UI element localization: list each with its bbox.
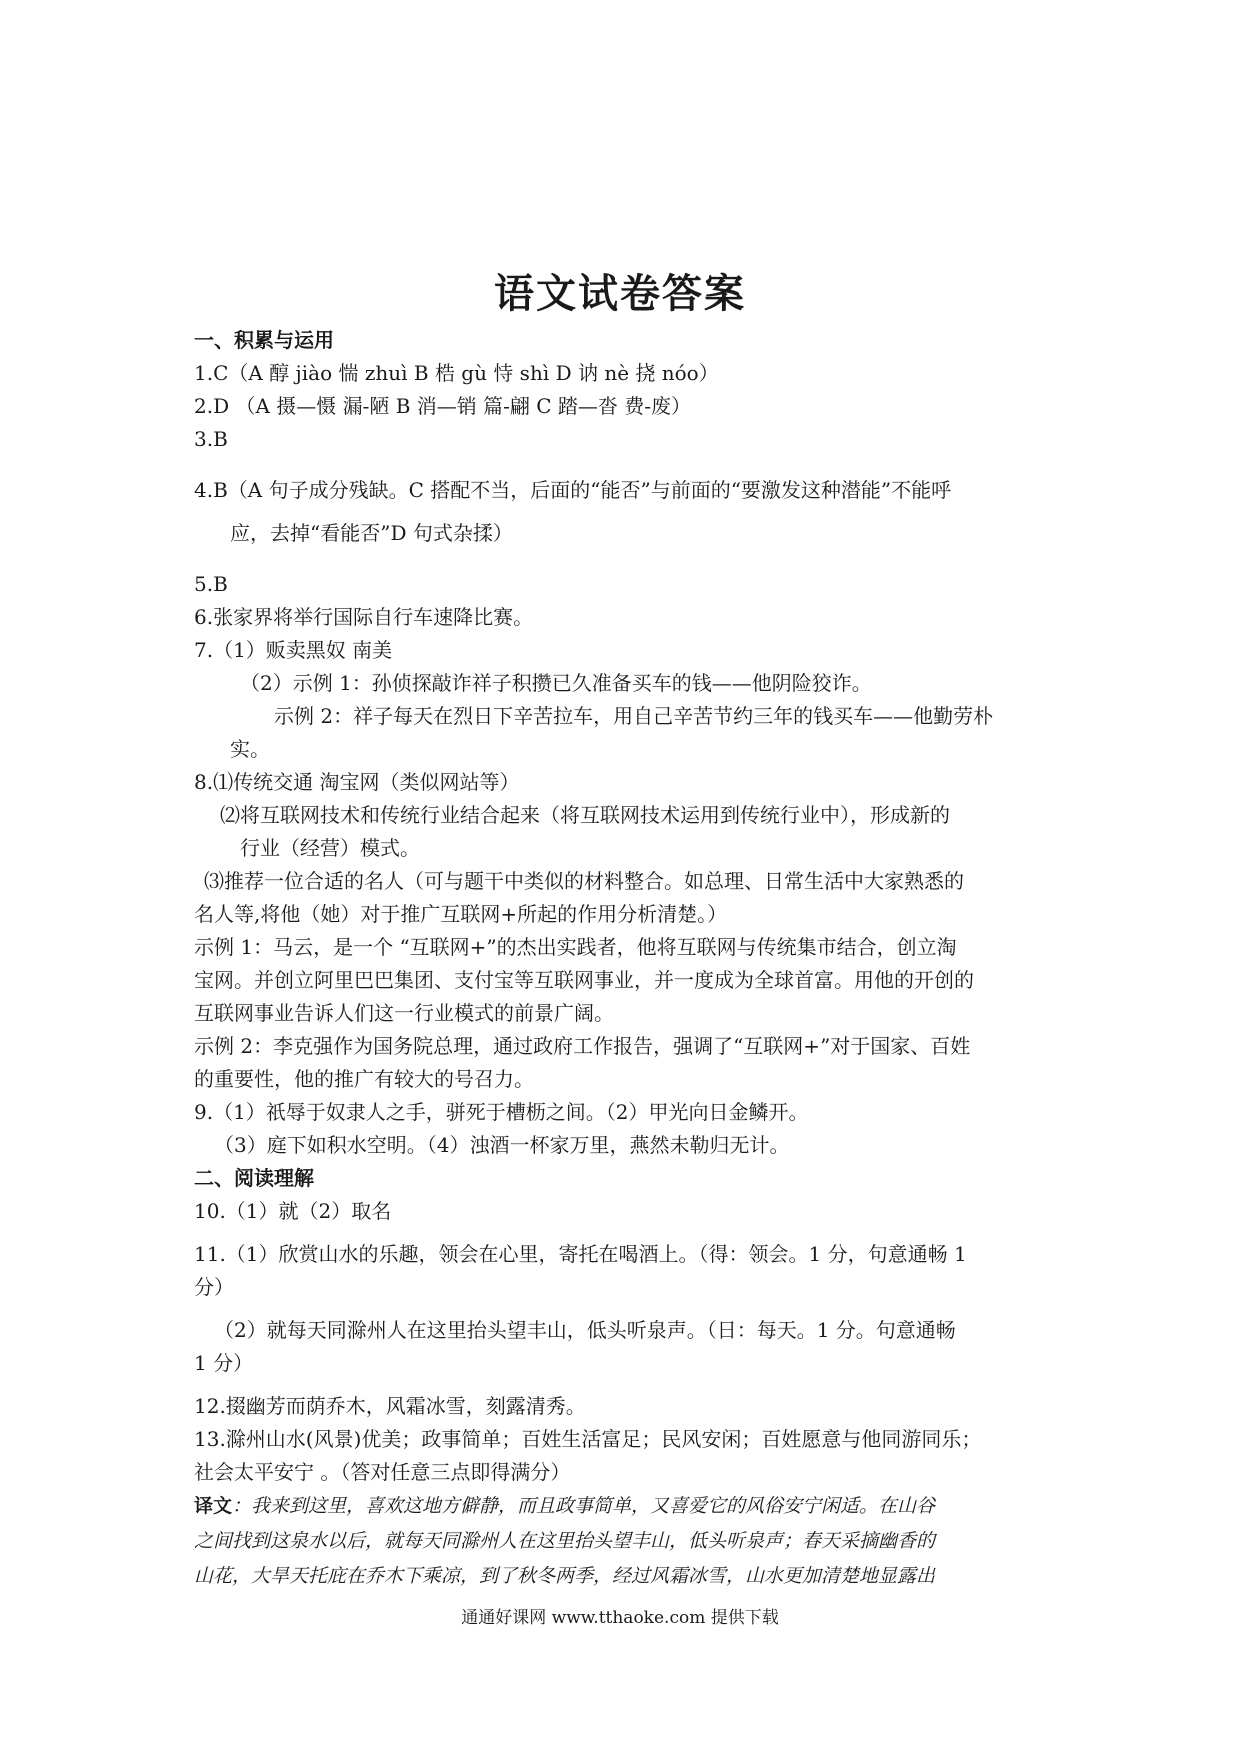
section-heading-reading: 二、阅读理解 (194, 1166, 314, 1190)
answer-q9-line1: 9.（1）祇辱于奴隶人之手，骈死于槽枥之间。（2）甲光向日金鳞开。 (194, 1100, 809, 1124)
page-title: 语文试卷答案 (494, 271, 746, 317)
answer-q11-line3: （2）就每天同滁州人在这里抬头望丰山，低头听泉声。（日：每天。1 分。句意通畅 (214, 1318, 956, 1342)
answer-q9-line2: （3）庭下如积水空明。（4）浊酒一杯家万里，燕然未勒归无计。 (214, 1133, 790, 1157)
answer-q4-line2: 应，去掉“看能否”D 句式杂揉） (230, 521, 513, 545)
answer-q2: 2.D （A 摄—慑 漏-陋 B 消—销 篇-翩 C 踏—沓 费-废） (194, 394, 692, 418)
answer-q6: 6.张家界将举行国际自行车速降比赛。 (194, 605, 534, 629)
answer-q7-line2: （2）示例 1：孙侦探敲诈祥子积攒已久准备买车的钱——他阴险狡诈。 (240, 671, 872, 695)
answer-q8-line8: 互联网事业告诉人们这一行业模式的前景广阔。 (194, 1001, 614, 1025)
answer-q11-line2: 分） (194, 1275, 234, 1299)
answer-q11-line4: 1 分） (194, 1351, 254, 1375)
translation-text-1: ：我来到这里，喜欢这地方僻静，而且政事简单，又喜爱它的风俗安宁闲适。在山谷 (232, 1495, 936, 1517)
translation-line2: 之间找到这泉水以后，就每天同滁州人在这里抬头望丰山，低头听泉声；春天采摘幽香的 (194, 1530, 936, 1552)
translation-line3: 山花，大旱天托庇在乔木下乘凉，到了秋冬两季，经过风霜冰雪，山水更加清楚地显露出 (194, 1565, 936, 1587)
answer-q7-line3: 示例 2：祥子每天在烈日下辛苦拉车，用自己辛苦节约三年的钱买车——他勤劳朴 (274, 704, 994, 728)
answer-q13-line2: 社会太平安宁 。（答对任意三点即得满分） (194, 1460, 571, 1484)
section-heading-accumulation: 一、积累与运用 (194, 328, 334, 352)
answer-q11-line1: 11.（1）欣赏山水的乐趣，领会在心里，寄托在喝酒上。（得：领会。1 分，句意通畅 1 (194, 1242, 967, 1266)
answer-q8-line2: ⑵将互联网技术和传统行业结合起来（将互联网技术运用到传统行业中），形成新的 (220, 803, 950, 827)
translation-block (194, 1489, 1056, 1594)
page-footer: 通通好课网 www.tthaoke.com 提供下载 (461, 1608, 779, 1628)
answer-q13-line1: 13.滁州山水(风景)优美；政事简单；百姓生活富足；民风安闲；百姓愿意与他同游同乐； (194, 1427, 982, 1451)
answer-q8-line6: 示例 1：马云，是一个 “互联网+”的杰出实践者，他将互联网与传统集市结合，创立淘 (194, 935, 957, 959)
answer-q7-line1: 7.（1）贩卖黑奴 南美 (194, 638, 393, 662)
answer-q8-line1: 8.⑴传统交通 淘宝网（类似网站等） (194, 770, 520, 794)
answer-q8-line10: 的重要性，他的推广有较大的号召力。 (194, 1067, 534, 1091)
answer-q4-line1: 4.B（A 句子成分残缺。C 搭配不当，后面的“能否”与前面的“要激发这种潜能”不能呼 (194, 478, 952, 502)
translation-label: 译文 (194, 1495, 233, 1517)
answer-q8-line9: 示例 2：李克强作为国务院总理，通过政府工作报告，强调了“互联网+”对于国家、百姓 (194, 1034, 971, 1058)
answer-body (194, 324, 1056, 1594)
answer-q1: 1.C（A 醇 jiào 惴 zhuì B 梏 gù 恃 shì D 讷 nè 挠 nóo） (194, 361, 719, 385)
answer-q10: 10.（1）就（2）取名 (194, 1199, 392, 1223)
answer-q8-line3: 行业（经营）模式。 (240, 836, 420, 860)
answer-q5: 5.B (194, 572, 228, 596)
answer-q8-line7: 宝网。并创立阿里巴巴集团、支付宝等互联网事业，并一度成为全球首富。用他的开创的 (194, 968, 974, 992)
answer-q12: 12.掇幽芳而荫乔木，风霜冰雪，刻露清秀。 (194, 1394, 586, 1418)
answer-q3: 3.B (194, 427, 228, 451)
answer-q7-line4: 实。 (230, 737, 270, 761)
translation-line1 (194, 1489, 1056, 1524)
answer-q8-line4: ⑶推荐一位合适的名人（可与题干中类似的材料整合。如总理、日常生活中大家熟悉的 (204, 869, 964, 893)
answer-q8-line5: 名人等,将他（她）对于推广互联网+所起的作用分析清楚。） (194, 902, 728, 926)
